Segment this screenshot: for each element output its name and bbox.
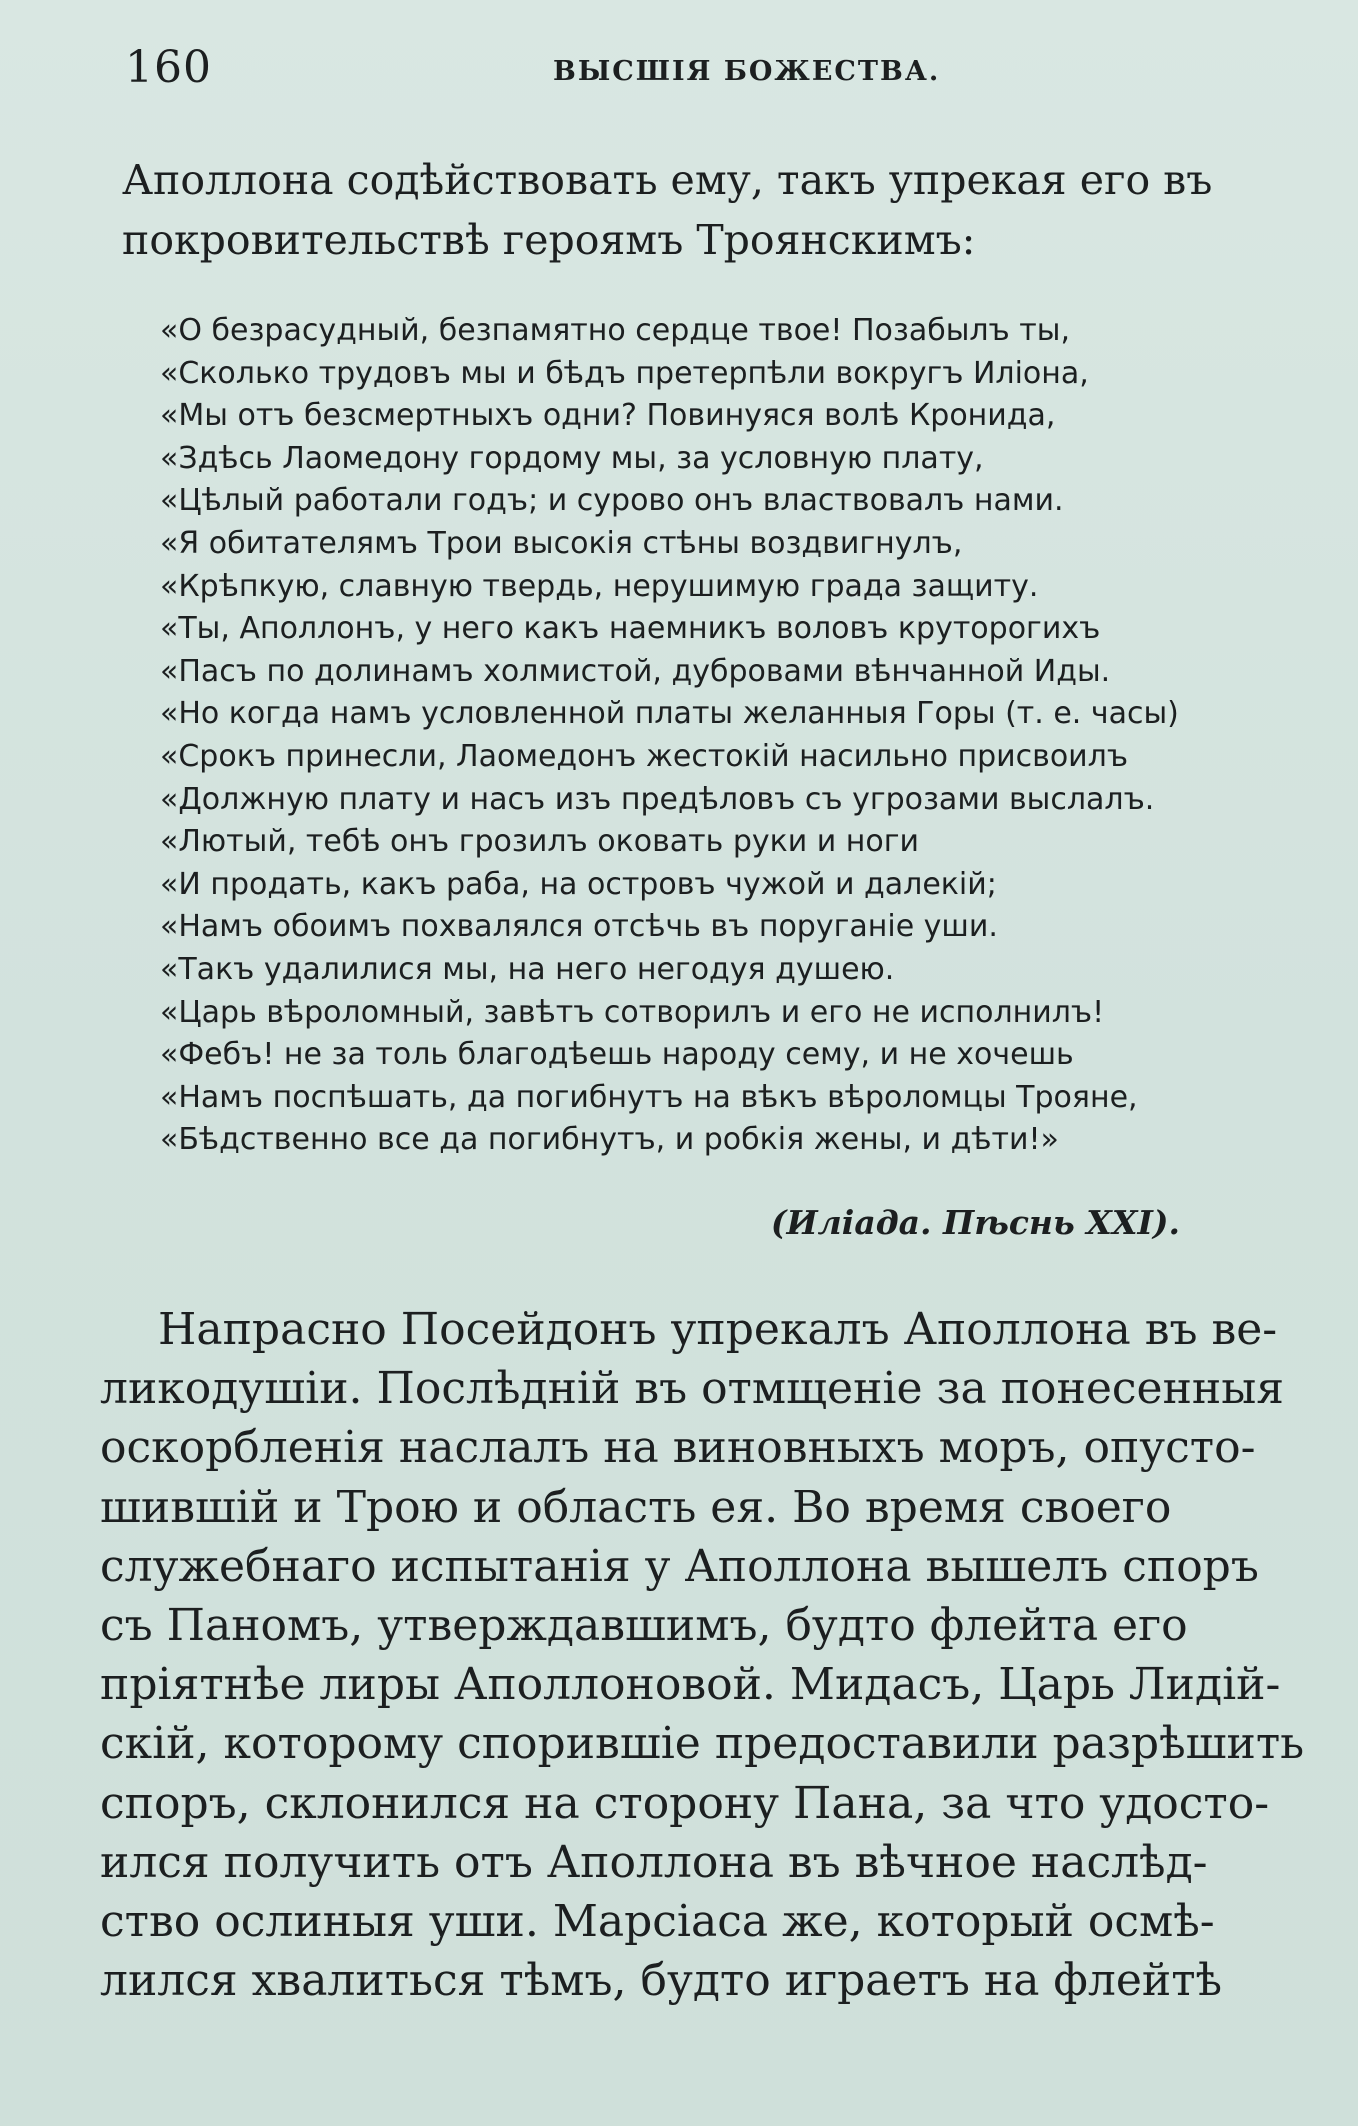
verse-line: «Срокъ принесли, Лаомедонъ жестокій насильно присвоилъ bbox=[160, 738, 1129, 774]
verse-line: «Намъ обоимъ похвалялся отсѣчь въ поруганіе уши. bbox=[160, 909, 998, 945]
body-line: пріятнѣе лиры Аполлоновой. Мидасъ, Царь Лидій- bbox=[100, 1659, 1281, 1711]
body-line: споръ, склонился на сторону Пана, за что удосто- bbox=[100, 1777, 1270, 1829]
verse-line: «Ты, Аполлонъ, у него какъ наемникъ воловъ круторогихъ bbox=[160, 611, 1101, 647]
body-line: лился хвалиться тѣмъ, будто играетъ на флейтѣ bbox=[100, 1955, 1223, 2007]
verse-line: «Намъ поспѣшать, да погибнутъ на вѣкъ вѣроломцы Трояне, bbox=[160, 1079, 1138, 1115]
verse-citation: (Иліада. Пѣснь XXI). bbox=[770, 1203, 1180, 1242]
verse-line: «И продать, какъ раба, на островъ чужой и далекій; bbox=[160, 866, 997, 902]
body-line: ликодушіи. Послѣдній въ отмщеніе за понесенныя bbox=[100, 1363, 1285, 1415]
verse-line: «Такъ удалилися мы, на него негодуя душею. bbox=[160, 951, 895, 987]
verse-quotation bbox=[160, 310, 1320, 1162]
body-paragraph bbox=[100, 1300, 1330, 2010]
intro-line: покровительствѣ героямъ Троянскимъ: bbox=[122, 216, 976, 264]
verse-line: «Царь вѣроломный, завѣтъ сотворилъ и его не исполнилъ! bbox=[160, 994, 1105, 1030]
intro-line: Аполлона содѣйствовать ему, такъ упрекая его въ bbox=[122, 156, 1213, 204]
body-line: оскорбленія наслалъ на виновныхъ моръ, опусто- bbox=[100, 1422, 1256, 1474]
verse-line: «Пасъ по долинамъ холмистой, дубровами вѣнчанной Иды. bbox=[160, 653, 1111, 689]
intro-paragraph bbox=[122, 150, 1322, 270]
verse-line: «Я обитателямъ Трои высокія стѣны воздвигнулъ, bbox=[160, 525, 963, 561]
body-line: съ Паномъ, утверждавшимъ, будто флейта его bbox=[100, 1600, 1188, 1652]
body-line: шившій и Трою и область ея. Во время своего bbox=[100, 1481, 1172, 1533]
verse-line: «Бѣдственно все да погибнутъ, и робкія жены, и дѣти!» bbox=[160, 1122, 1059, 1158]
verse-line: «Лютый, тебѣ онъ грозилъ оковать руки и ноги bbox=[160, 824, 920, 860]
page-header bbox=[125, 42, 1298, 102]
verse-line: «Фебъ! не за толь благодѣешь народу сему, и не хочешь bbox=[160, 1037, 1074, 1073]
body-line: Напрасно Посейдонъ упрекалъ Аполлона въ ве- bbox=[158, 1304, 1278, 1355]
verse-line: «Сколько трудовъ мы и бѣдъ претерпѣли вокругъ Иліона, bbox=[160, 355, 1089, 391]
body-line: скій, которому спорившіе предоставили разрѣшить bbox=[100, 1718, 1305, 1770]
body-line: ство ослиныя уши. Марсіаса же, который осмѣ- bbox=[100, 1896, 1215, 1948]
body-line: ился получить отъ Аполлона въ вѣчное наслѣд- bbox=[100, 1836, 1208, 1888]
body-line: служебнаго испытанія у Аполлона вышелъ споръ bbox=[100, 1540, 1259, 1592]
verse-line: «Должную плату и насъ изъ предѣловъ съ угрозами выслалъ. bbox=[160, 781, 1155, 817]
verse-line: «Но когда намъ условленной платы желанныя Горы (т. е. часы) bbox=[160, 696, 1179, 732]
verse-line: «Мы отъ безсмертныхъ одни? Повинуяся волѣ Кронида, bbox=[160, 398, 1056, 434]
page-number: 160 bbox=[125, 42, 212, 93]
verse-line: «Крѣпкую, славную твердь, нерушимую града защиту. bbox=[160, 568, 1039, 604]
running-title: ВЫСШІЯ БОЖЕСТВА. bbox=[553, 56, 941, 87]
verse-line: «О безрасудный, безпамятно сердце твое! Позабылъ ты, bbox=[160, 313, 1070, 348]
verse-line: «Здѣсь Лаомедону гордому мы, за условную плату, bbox=[160, 440, 984, 476]
verse-line: «Цѣлый работали годъ; и сурово онъ властвовалъ нами. bbox=[160, 483, 1064, 519]
